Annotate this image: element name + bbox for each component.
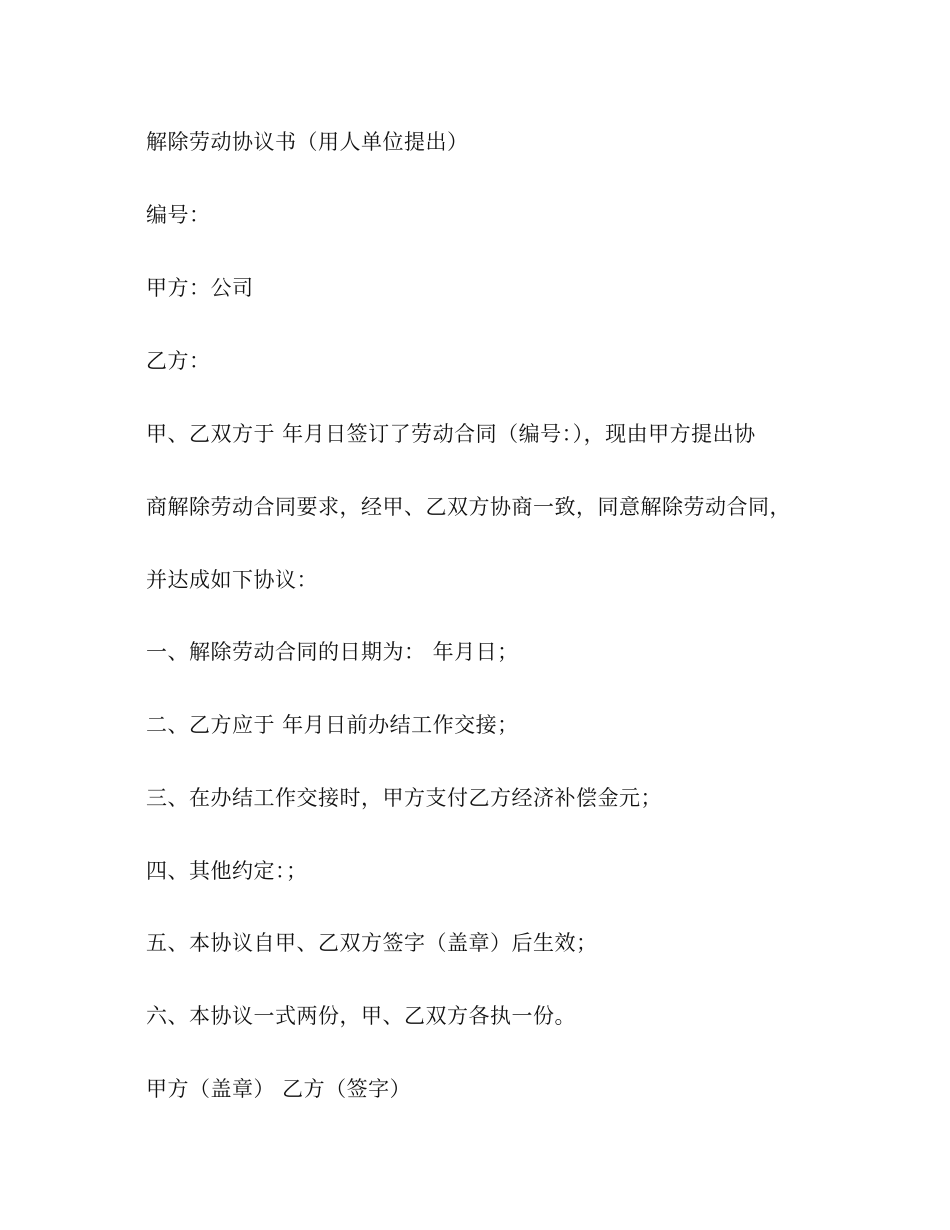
party-b-line: 乙方： — [146, 349, 211, 373]
clause-3: 三、在办结工作交接时，甲方支付乙方经济补偿金元； — [146, 786, 662, 810]
clause-5: 五、本协议自甲、乙双方签字（盖章）后生效； — [146, 931, 598, 955]
document-title: 解除劳动协议书（用人单位提出） — [146, 130, 469, 154]
intro-line-1: 甲、乙双方于 年月日签订了劳动合同（编号：），现由甲方提出协 — [146, 422, 756, 446]
signature-line: 甲方（盖章） 乙方（签字） — [146, 1077, 412, 1101]
intro-line-3: 并达成如下协议： — [146, 568, 318, 592]
party-a-line: 甲方：公司 — [146, 276, 254, 300]
intro-line-2: 商解除劳动合同要求，经甲、乙双方协商一致，同意解除劳动合同， — [146, 495, 791, 519]
clause-1: 一、解除劳动合同的日期为： 年月日； — [146, 640, 519, 664]
number-label: 编号： — [146, 203, 211, 227]
clause-2: 二、乙方应于 年月日前办结工作交接； — [146, 713, 519, 737]
clause-4: 四、其他约定：； — [146, 859, 308, 883]
clause-6: 六、本协议一式两份，甲、乙双方各执一份。 — [146, 1004, 576, 1028]
